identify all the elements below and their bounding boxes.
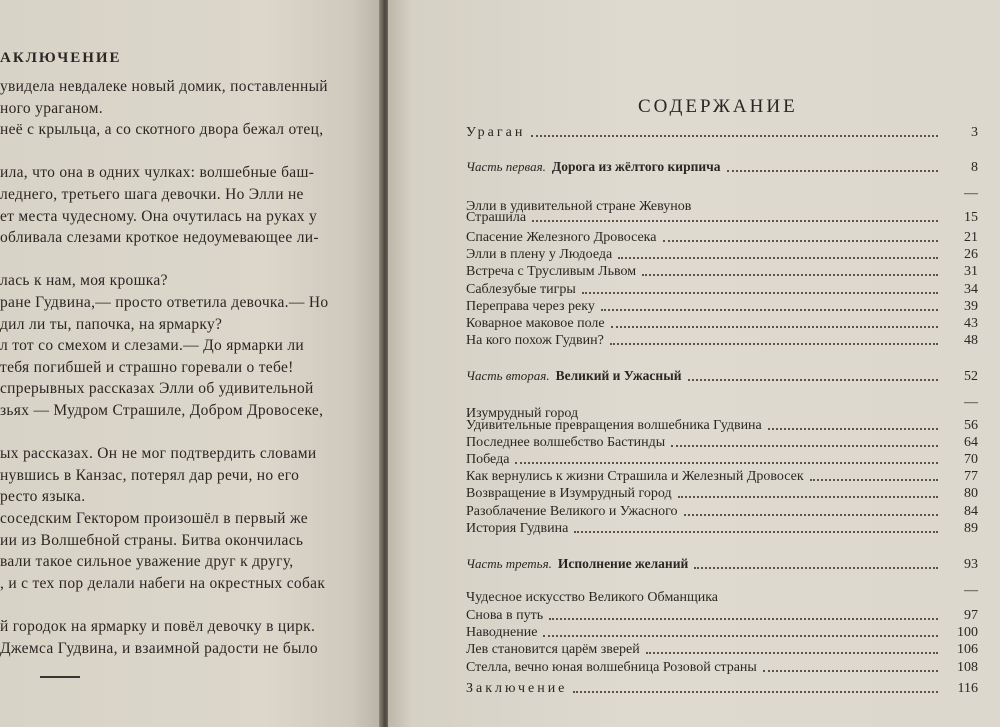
- toc-part-title: Исполнение желаний: [557, 556, 689, 571]
- toc-page-number: 77: [964, 469, 978, 484]
- toc-page-number: 106: [957, 642, 978, 657]
- left-text-line: л тот со смехом и слезами.— До ярмарки ли: [0, 337, 304, 355]
- toc-label: [466, 368, 682, 385]
- toc-leader-dots: [768, 427, 938, 430]
- toc-label: Возвращение в Изумрудный город: [466, 486, 672, 501]
- toc-label: [466, 556, 688, 573]
- left-text-line: ного ураганом.: [0, 99, 103, 117]
- toc-label: Лев становится царём зверей: [466, 642, 640, 657]
- toc-label: Коварное маковое поле: [466, 316, 605, 331]
- left-text-line: неё с крыльца, а со скотного двора бежал отец,: [0, 121, 324, 139]
- toc-row: [466, 517, 978, 537]
- toc-label: Удивительные превращения волшебника Гудвина: [466, 418, 762, 433]
- left-text-line: , и с тех пор делали набеги на окрестных собак: [0, 574, 326, 592]
- toc-row: [466, 260, 978, 280]
- toc-leader-dots: [610, 342, 938, 345]
- toc-part-number: Часть вторая.: [466, 368, 550, 383]
- toc-title: СОДЕРЖАНИЕ: [638, 96, 798, 117]
- toc-leader-dots: [810, 478, 938, 481]
- toc-page-number: 56: [964, 418, 978, 433]
- toc-leader-dots: [646, 651, 938, 654]
- toc-part-row: [466, 365, 978, 385]
- toc-row: [466, 482, 978, 502]
- end-rule: [40, 676, 80, 678]
- toc-label: История Гудвина: [466, 521, 569, 536]
- toc-label: Последнее волшебство Бастинды: [466, 435, 666, 450]
- toc-page-number: 15: [964, 210, 978, 225]
- toc-label: [466, 159, 721, 176]
- left-text-line: лась к нам, моя крошка?: [0, 272, 168, 290]
- toc-label: Победа: [466, 452, 510, 467]
- toc-page-number: 52: [964, 369, 978, 384]
- toc-page-number: 64: [964, 435, 978, 450]
- left-text-line: вали такое сильное уважение друг к другу,: [0, 553, 294, 571]
- toc-label: Переправа через реку: [466, 299, 595, 314]
- toc-leader-dots: [618, 256, 938, 259]
- toc-page-number: 31: [964, 264, 978, 279]
- toc-leader-dots: [532, 219, 938, 222]
- toc-label: Элли в удивительной стране Жевунов: [466, 199, 692, 214]
- toc-page-number: 3: [971, 125, 978, 140]
- toc-leader-dots: [694, 566, 938, 569]
- toc-part-number: Часть третья.: [466, 556, 552, 571]
- toc-page-number: 34: [964, 282, 978, 297]
- toc-page-number: —: [964, 186, 978, 201]
- toc-part-title: Великий и Ужасный: [555, 368, 682, 383]
- toc-label: Разоблачение Великого и Ужасного: [466, 504, 678, 519]
- toc-page-number: 21: [964, 230, 978, 245]
- toc-row: [466, 677, 978, 697]
- left-text-line: спрерывных рассказах Элли об удивительной: [0, 380, 314, 398]
- left-text-line: леднего, третьего шага девочки. Но Элли не: [0, 186, 304, 203]
- left-text-line: увидела невдалеке новый домик, поставленный: [0, 78, 328, 95]
- toc-leader-dots: [573, 690, 938, 693]
- toc-label: Чудесное искусство Великого Обманщика: [466, 590, 719, 605]
- toc-label: Спасение Железного Дровосека: [466, 230, 657, 245]
- left-text-line: соседским Гектором произошёл в первый же: [0, 510, 308, 527]
- toc-label: Заключение: [466, 681, 568, 696]
- left-text-line: дил ли ты, папочка, на ярмарку?: [0, 315, 223, 333]
- left-text-line: зьях — Мудром Страшиле, Добром Дровосеке,: [0, 402, 324, 419]
- toc-label: Стелла, вечно юная волшебница Розовой страны: [466, 660, 757, 675]
- left-text-line: ых рассказах. Он не мог подтвердить словами: [0, 445, 317, 463]
- toc-page-number: 43: [964, 316, 978, 331]
- toc-leader-dots: [601, 308, 938, 311]
- toc-page-number: 100: [957, 625, 978, 640]
- toc-leader-dots: [727, 169, 939, 172]
- toc-part-row: [466, 553, 978, 573]
- toc-leader-dots: [763, 669, 938, 672]
- toc-page-number: 48: [964, 333, 978, 348]
- toc-part-row: [466, 156, 978, 176]
- toc-leader-dots: [678, 495, 938, 498]
- toc-row: [466, 638, 978, 658]
- toc-row: [466, 206, 978, 226]
- toc-page-number: 84: [964, 504, 978, 519]
- toc-page-number: 39: [964, 299, 978, 314]
- toc-leader-dots: [671, 444, 938, 447]
- toc-leader-dots: [582, 291, 938, 294]
- toc-page-number: 89: [964, 521, 978, 536]
- chapter-heading: АКЛЮЧЕНИЕ: [0, 50, 122, 66]
- toc-label: Саблезубые тигры: [466, 282, 576, 297]
- toc-label: Изумрудный город: [466, 406, 579, 421]
- left-text-line: ила, что она в одних чулках: волшебные баш-: [0, 164, 315, 182]
- left-text-line: обливала слезами кроткое недоумевающее ли-: [0, 229, 319, 247]
- toc-label: Страшила: [466, 210, 527, 225]
- toc-leader-dots: [515, 461, 938, 464]
- toc-part-title: Дорога из жёлтого кирпича: [551, 159, 721, 174]
- left-text-line: ет места чудесному. Она очутилась на руках у: [0, 207, 318, 225]
- toc-leader-dots: [611, 325, 938, 328]
- toc-leader-dots: [543, 634, 938, 637]
- toc-row: [466, 121, 978, 141]
- toc-leader-dots: [684, 513, 939, 516]
- toc-label: Снова в путь: [466, 608, 544, 623]
- toc-part-number: Часть первая.: [466, 159, 546, 174]
- left-text-line: й городок на ярмарку и повёл девочку в цирк.: [0, 618, 316, 635]
- toc-row: [466, 656, 978, 676]
- toc-page-number: 8: [971, 160, 978, 175]
- toc-page-number: 116: [957, 681, 978, 696]
- toc-page-number: —: [964, 583, 978, 598]
- toc-label: На кого похож Гудвин?: [466, 333, 604, 348]
- toc-leader-dots: [531, 134, 938, 137]
- left-text-line: ране Гудвина,— просто ответила девочка.— Но: [0, 294, 329, 311]
- toc-page-number: —: [964, 395, 978, 410]
- left-text-line: Джемса Гудвина, и взаимной радости не было: [0, 639, 318, 657]
- toc-leader-dots: [663, 239, 939, 242]
- toc-leader-dots: [574, 530, 938, 533]
- toc-page-number: 108: [957, 660, 978, 675]
- toc-label: Встреча с Трусливым Львом: [466, 264, 637, 279]
- toc-label: Ураган: [466, 125, 526, 140]
- left-text-line: тебя погибшей и страшно горевали о тебе!: [0, 358, 294, 376]
- toc-leader-dots: [688, 378, 938, 381]
- left-page: [0, 0, 382, 727]
- left-text-line: нувшись в Канзас, потерял дар речи, но его: [0, 466, 300, 484]
- toc-row: [466, 586, 978, 606]
- toc-leader-dots: [549, 617, 938, 620]
- toc-label: Наводнение: [466, 625, 538, 640]
- toc-row: [466, 329, 978, 349]
- right-page: [388, 0, 1000, 727]
- toc-page-number: 93: [964, 557, 978, 572]
- toc-label: Элли в плену у Людоеда: [466, 247, 613, 262]
- toc-page-number: 80: [964, 486, 978, 501]
- toc-page-number: 26: [964, 247, 978, 262]
- toc-label: Как вернулись к жизни Страшила и Железный Дровосек: [466, 469, 804, 484]
- left-text-line: ресто языка.: [0, 488, 86, 506]
- left-text-line: ии из Волшебной страны. Битва окончилась: [0, 531, 304, 549]
- toc-page-number: 70: [964, 452, 978, 467]
- toc-page-number: 97: [964, 608, 978, 623]
- toc-leader-dots: [642, 273, 938, 276]
